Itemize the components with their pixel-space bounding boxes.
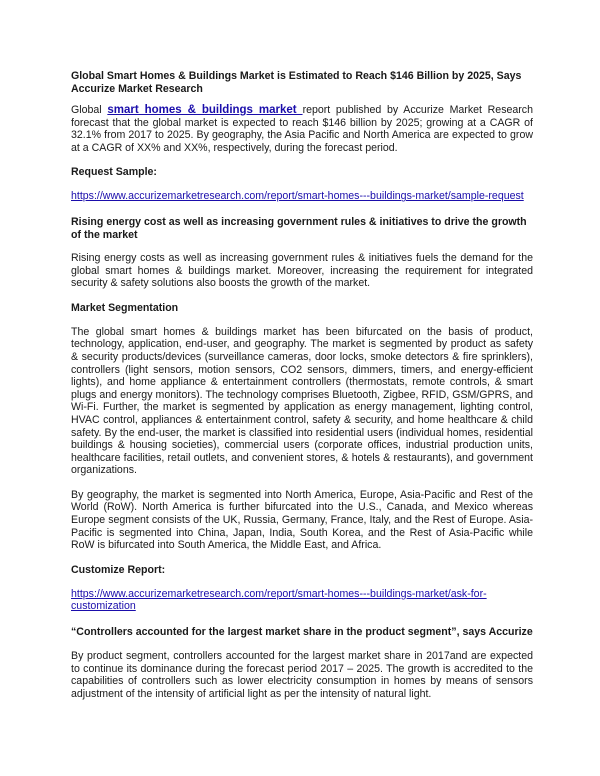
intro-prefix: Global: [71, 104, 108, 116]
sample-request-link[interactable]: https://www.accurizemarketresearch.com/report/smart-homes---buildings-market/sample-request: [71, 190, 524, 203]
customization-link[interactable]: [71, 588, 533, 613]
request-sample-heading: Request Sample:: [71, 166, 157, 179]
customize-heading: Customize Report:: [71, 563, 166, 576]
intro-paragraph: [71, 104, 533, 154]
intro-suffix: report published by Accurize Market Research forecast that the global market is expected to reach $146 billion by 2025; growing at a CAGR of 32.1% from 2017 to 2025. By geography, the Asia Pacific and North America are expected to grow at a CAGR of XX% and XX%, respectively, during the forecast period.: [71, 104, 533, 154]
segmentation-heading: Market Segmentation: [71, 301, 179, 314]
customization-link-line-1: https://www.accurizemarketresearch.com/report/smart-homes---buildings-market/ask-for-: [71, 587, 487, 600]
controllers-paragraph: By product segment, controllers accounted for the largest market share in 2017and are expected to continue its dominance during the forecast period 2017 – 2025. The growth is accredited to the capabilities of controllers such as lower electricity consumption in homes by means of sensors adjustment of the intensity of artificial light as per the intensity of natural light.: [71, 650, 533, 700]
customization-link-line-2: customization: [71, 600, 136, 613]
controllers-heading: “Controllers accounted for the largest market share in the product segment”, says Accurize: [71, 626, 533, 639]
segmentation-paragraph-2: By geography, the market is segmented into North America, Europe, Asia-Pacific and Rest of the World (RoW). North America is further bifurcated into the U.S., Canada, and Mexico whereas Europe segment consists of the UK, Russia, Germany, France, Italy, and the Rest of Europe. Asia-Pacific is segmented into China, Japan, India, South Korea, and the Rest of Asia-Pacific while RoW is bifurcated into South America, the Middle East, and Africa.: [71, 488, 533, 552]
segmentation-paragraph-1: The global smart homes & buildings market has been bifurcated on the basis of product, technology, application, end-user, and geography. The market is segmented by product as safety & security products/devices (surveillance cameras, door locks, smoke detectors & fire sprinklers), controllers (light sensors, motion sensors, CO2 sensors, dimmers, timers, and energy-efficient lights), and home appliance & entertainment controllers (thermostats, remote controls, & smart plugs and energy monitors). The technology comprises Bluetooth, Zigbee, RFID, GSM/GPRS, and Wi-Fi. Further, the market is segmented by application as energy management, lighting control, HVAC control, appliances & entertainment control, safety & security, and home healthcare & child safety. By the end-user, the market is classified into residential users (individual homes, residential buildings & housing societies), commercial users (corporate offices, industrial production units, healthcare facilities, retail outlets, and convenient stores, & hotels & restaurants), and government organizations.: [71, 325, 533, 477]
drivers-heading: Rising energy cost as well as increasing government rules & initiatives to drive the growth of the market: [71, 215, 527, 241]
market-report-link[interactable]: smart homes & buildings market: [107, 104, 303, 116]
drivers-paragraph: Rising energy costs as well as increasing government rules & initiatives fuels the demand for the global smart homes & buildings market. Moreover, increasing the requirement for integrated security & safety solutions also boosts the growth of the market.: [71, 251, 533, 290]
page-title: Global Smart Homes & Buildings Market is Estimated to Reach $146 Billion by 2025, Says Accurize Market Research: [71, 70, 522, 95]
